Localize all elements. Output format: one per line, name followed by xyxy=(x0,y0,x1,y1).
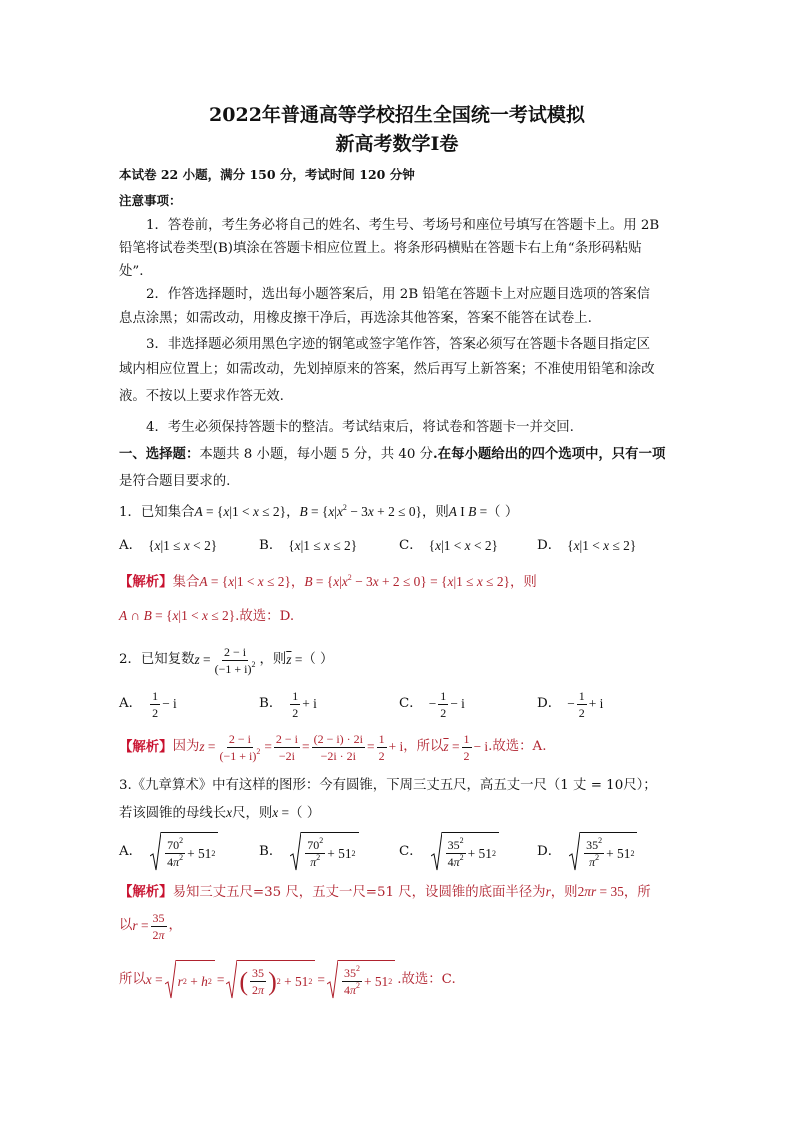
option-b[interactable]: B． {x|1 ≤ x ≤ 2} xyxy=(259,538,358,553)
section-heading-line-2: 是符合题目要求的. xyxy=(119,474,231,489)
set-b-definition: $B = \{x|x^2 - 3x + 2 \le 0\}$ xyxy=(299,503,422,519)
answer-blank: （ ） xyxy=(302,652,334,667)
option-d[interactable]: D． {x|1 < x ≤ 2} xyxy=(537,538,637,553)
exam-info: 本试卷 22 小题，满分 150 分，考试时间 120 分钟 xyxy=(119,167,415,182)
question-1-analysis-line-1: 【解析】集合A = {x|1 < x ≤ 2}，$B = \{x|x^2 - 3x + 2 \le 0\} = \{x|1 \le x \le 2\}$，则 xyxy=(119,573,537,590)
question-3-analysis-line-2: 以 r = $\frac{35}{2\pi}$ ， xyxy=(119,910,182,942)
sqrt-sign-icon xyxy=(165,960,176,1000)
note-3-line-2: 域内相应位置上；如需改动，先划掉原来的答案，然后再写上新答案；不准使用铅笔和涂改 xyxy=(119,362,655,377)
note-3-line-3: 液。不按以上要求作答无效. xyxy=(119,389,284,404)
question-1-options xyxy=(119,536,679,556)
answer-blank: （ ） xyxy=(487,505,519,520)
set-intersection: A I B = xyxy=(448,504,488,519)
sqrt-sign-icon xyxy=(226,960,237,1000)
sqrt-sign-icon xyxy=(569,832,580,872)
option-a[interactable]: A． 1 2 − i xyxy=(119,688,177,720)
analysis-tag: 【解析】 xyxy=(119,739,173,755)
question-3-line-1: 3.《九章算术》中有这样的图形：今有圆锥，下周三丈五尺，高五丈一尺（1 丈 = 10尺）； xyxy=(119,778,657,793)
note-2-line-1: 2．作答选择题时，选出每小题答案后，用 2B 铅笔在答题卡上对应题目选项的答案信 xyxy=(146,287,651,302)
question-3-line-2: 若该圆锥的母线长x尺，则x =（ ） xyxy=(119,805,321,821)
note-3-line-1: 3．非选择题必须用黑色字迹的钢笔或签字笔作答，答案必须写在答题卡各题目指定区 xyxy=(146,337,650,352)
option-b[interactable]: B． 1 2 + i xyxy=(259,688,317,720)
option-a[interactable]: A． {x|1 ≤ x < 2} xyxy=(119,538,218,553)
note-1-line-1: 1．答卷前，考生务必将自己的姓名、考生号、考场号和座位号填写在答题卡上。用 2B xyxy=(146,218,660,233)
fraction: $\frac{2 - i}{(-1 + i)^2}$ xyxy=(214,644,256,676)
option-a[interactable]: A． $70^2$ $4\pi^2$ + 51 2 xyxy=(119,832,259,872)
section-heading-line-1 xyxy=(119,444,679,465)
analysis-tag: 【解析】 xyxy=(119,574,173,590)
note-1-line-3: 处”. xyxy=(119,264,144,279)
option-d[interactable]: D． − $\frac{1}{2}$ + i xyxy=(537,688,604,720)
option-c[interactable]: C． $35^2$ $4\pi^2$ + 51 2 xyxy=(399,832,537,872)
question-1-stem: 1．已知集合A = {x|1 < x ≤ 2}，$B = \{x|x^2 - 3x + 2 \le 0\}$，则A I B =（ ） xyxy=(119,503,519,520)
section-rule: .在每小题给出的四个选项中，只有一项 xyxy=(433,446,666,462)
exam-subtitle: 新高考数学Ⅰ卷 xyxy=(335,133,459,155)
sqrt-sign-icon xyxy=(431,832,442,872)
answer-blank: （ ） xyxy=(289,806,321,821)
section-desc: 本题共 8 小题，每小题 5 分，共 40 分 xyxy=(199,447,434,462)
option-b[interactable]: B． $70^2$ $\pi^2$ + 51 2 xyxy=(259,832,399,872)
sqrt-sign-icon xyxy=(327,960,338,1000)
question-2-options xyxy=(119,688,679,720)
question-3-analysis-line-3: 所以 x = r 2 + h 2 = ( 35 2π ) 2 + 51 2 = $35^2$ $4\pi^2$ + 51 2 .故选：C. xyxy=(119,954,679,1006)
option-c[interactable]: C． − $\frac{1}{2}$ − i xyxy=(399,688,465,720)
notes-heading: 注意事项： xyxy=(119,193,182,208)
note-4: 4．考生必须保持答题卡的整洁。考试结束后，将试卷和答题卡一并交回. xyxy=(146,420,574,435)
question-2-analysis: 【解析】 因为 z = $\frac{2 - i}{(-1 + i)^2}$ = $\frac{2 - i}{-2i}$ = $\frac{(2 - i) \cdot 2i}{-2i \cdot 2i}$ = $\frac{1}{2}$ + i ，所以 $\overline{z}$ = $\frac{1}{2}$ − i .故选：A. xyxy=(119,731,547,763)
note-2-line-2: 息点涂黑；如需改动，用橡皮擦干净后，再选涂其他答案，答案不能答在试卷上. xyxy=(119,311,592,326)
question-1-analysis-line-2: A ∩ B = {x|1 < x ≤ 2}.故选：D. xyxy=(119,608,295,624)
option-d[interactable]: D． $35^2$ $\pi^2$ + 51 2 xyxy=(537,832,639,872)
question-3-analysis-line-1: 【解析】易知三丈五尺=35 尺，五丈一尺=51 尺，设圆锥的底面半径为r，则2πr = 35，所 xyxy=(119,884,651,900)
section-label: 一、选择题： xyxy=(119,446,200,462)
sqrt-sign-icon xyxy=(150,832,161,872)
option-c[interactable]: C． {x|1 < x < 2} xyxy=(399,538,498,553)
set-a-definition: A = {x|1 < x ≤ 2} xyxy=(194,504,287,519)
exam-title: 2022年普通高等学校招生全国统一考试模拟 xyxy=(209,104,585,126)
question-2-stem: 2．已知复数 z = $\frac{2 - i}{(-1 + i)^2}$ ，则 $\overline{z}$ = （ ） xyxy=(119,644,334,676)
question-2-number: 2．已知复数 xyxy=(119,652,195,667)
question-3-options xyxy=(119,830,679,874)
question-1-number: 1．已知集合 xyxy=(119,505,195,520)
sqrt-sign-icon xyxy=(290,832,301,872)
analysis-tag: 【解析】 xyxy=(119,884,173,900)
note-1-line-2: 铅笔将试卷类型(B)填涂在答题卡相应位置上。将条形码横贴在答题卡右上角“条形码粘贴 xyxy=(119,241,642,256)
